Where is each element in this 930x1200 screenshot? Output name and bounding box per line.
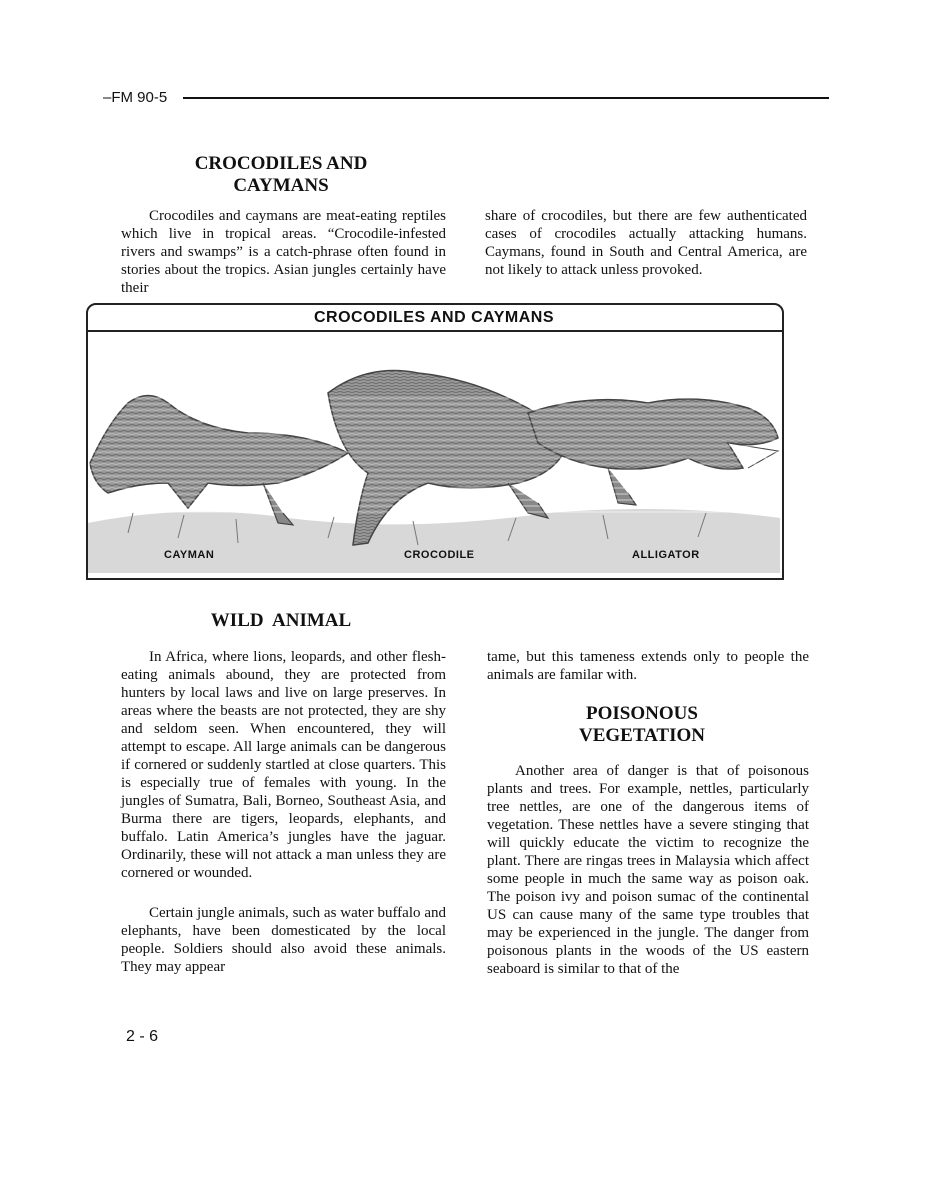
grass-ground <box>88 509 780 573</box>
figure-title-rule <box>86 330 782 332</box>
crocodiles-paragraph-1: Crocodiles and caymans are meat-eating reptiles which live in tropical areas. “Crocodile-infested rivers and swamps” is a catch-phrase often found in stories about the tropics. Asian jungles certainly have their <box>121 208 446 296</box>
wild-animal-paragraph-1: In Africa, where lions, leopards, and other flesh-eating animals abound, they are protected from hunters by local laws and live on large preserves. In areas where the beasts are not protected, they are shy and seldom seen. When encountered, they will attempt to escape. All large animals can be dangerous if cornered or suddenly startled at close quarters. This is especially true of females with young. In the jungles of Sumatra, Bali, Borneo, Southeast Asia, and Burma there are tigers, leopards, elephants, and buffalo. Latin America’s jungles have the jaguar. Ordinarily, these will not attack a man unless they are cornered or wounded. <box>121 649 446 881</box>
crocodiles-heading-line2: CAYMANS <box>233 175 329 196</box>
poisonous-heading-line2: VEGETATION <box>579 725 705 746</box>
page-number: 2 - 6 <box>126 1028 159 1045</box>
wild-animal-continuation: tame, but this tameness extends only to people the animals are familar with. <box>487 649 809 683</box>
poisonous-heading-line1: POISONOUS <box>586 703 698 724</box>
cayman-label: CAYMAN <box>164 549 215 561</box>
running-header <box>103 90 829 106</box>
header-rule <box>183 97 829 99</box>
crocodiles-paragraph-2: share of crocodiles, but there are few authenticated cases of crocodiles actually attacking humans. Caymans, found in South and Central America, are not likely to attack unless provoked. <box>485 208 807 278</box>
figure-title: CROCODILES AND CAYMANS <box>313 309 555 326</box>
crocodile-label: CROCODILE <box>404 549 475 561</box>
crocodiles-heading <box>148 153 414 197</box>
right-column <box>487 648 809 684</box>
crocodiles-figure <box>86 303 782 580</box>
manual-id: –FM 90-5 <box>103 90 173 106</box>
poisonous-heading <box>487 703 797 747</box>
alligator-label: ALLIGATOR <box>632 549 700 561</box>
crocodiles-column-1 <box>121 207 446 297</box>
wild-animal-heading-block <box>148 610 414 632</box>
crocodiles-column-2 <box>485 207 807 279</box>
wild-animal-heading: WILD ANIMAL <box>210 610 352 631</box>
poisonous-paragraph-1: Another area of danger is that of poisonous plants and trees. For example, nettles, particularly tree nettles, are one of the dangerous items of vegetation. These nettles have a severe stinging that will quickly educate the victim to recognize the plant. There are ringas trees in Malaysia which affect some people in much the same way as poison oak. The poison ivy and poison sumac of the continental US can cause many of the same type troubles that may be experienced in the jungle. The danger from poisonous plants in the woods of the US eastern seaboard is similar to that of the <box>487 763 809 977</box>
wild-animal-column <box>121 648 446 976</box>
wild-animal-paragraph-2: Certain jungle animals, such as water buffalo and elephants, have been domesticated by the local people. Soldiers should also avoid these animals. They may appear <box>121 905 446 975</box>
poisonous-column <box>487 762 809 978</box>
reptiles-illustration <box>88 333 780 573</box>
crocodiles-heading-line1: CROCODILES AND <box>194 153 368 174</box>
